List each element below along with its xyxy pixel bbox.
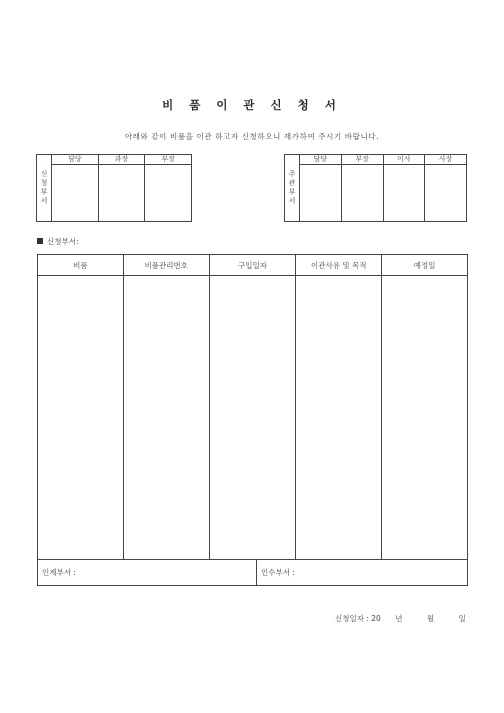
cell-purchase-date[interactable] [209, 276, 296, 560]
transfer-departments-row [37, 559, 468, 586]
applicant-col-director: 부장 [145, 155, 192, 165]
cell-item[interactable] [38, 276, 124, 560]
col-header-reason: 이관사유 및 목적 [296, 255, 382, 276]
supervisor-col-staff: 담당 [300, 155, 342, 165]
supervisor-approval-box [284, 154, 467, 222]
supervisor-sign-director[interactable] [341, 165, 383, 222]
supervisor-col-board: 이사 [383, 155, 425, 165]
date-day-unit: 일 [458, 614, 466, 623]
applicant-dept-label: 신청부서: [37, 236, 79, 247]
applicant-col-staff: 담당 [52, 155, 99, 165]
supervisor-side-label: 주 관 부 서 [285, 155, 300, 222]
supervisor-sign-staff[interactable] [300, 165, 342, 222]
cell-asset-number[interactable] [123, 276, 209, 560]
item-table [37, 254, 468, 560]
date-label: 신청일자 : 20 [335, 614, 381, 623]
cell-reason[interactable] [296, 276, 382, 560]
supervisor-sign-president[interactable] [425, 165, 467, 222]
handover-dept-field[interactable]: 인계부서 : [38, 560, 257, 586]
col-header-item: 비품 [38, 255, 124, 276]
application-date [335, 613, 466, 624]
document-title: 비 품 이 관 신 청 서 [162, 98, 342, 112]
cell-scheduled-date[interactable] [382, 276, 468, 560]
applicant-sign-director[interactable] [145, 165, 192, 222]
applicant-approval-box [36, 154, 192, 222]
col-header-purchase-date: 구입일자 [209, 255, 296, 276]
col-header-asset-number: 비품관리번호 [123, 255, 209, 276]
applicant-sign-manager[interactable] [98, 165, 145, 222]
supervisor-col-director: 부장 [341, 155, 383, 165]
square-bullet-icon [37, 238, 43, 244]
intro-text: 아래와 같이 비품을 이관 하고자 신청하오니 재가하여 주시기 바랍니다. [124, 132, 380, 141]
applicant-sign-staff[interactable] [52, 165, 99, 222]
date-month-unit: 월 [426, 614, 435, 623]
supervisor-sign-board[interactable] [383, 165, 425, 222]
receiver-dept-field[interactable]: 인수부서 : [257, 560, 468, 586]
applicant-col-manager: 과장 [98, 155, 145, 165]
date-year-unit: 년 [395, 614, 403, 623]
col-header-scheduled-date: 예정일 [382, 255, 468, 276]
supervisor-col-president: 사장 [425, 155, 467, 165]
applicant-side-label: 신 청 부 서 [37, 155, 52, 222]
table-header-row [38, 255, 468, 276]
table-body-row [38, 276, 468, 560]
